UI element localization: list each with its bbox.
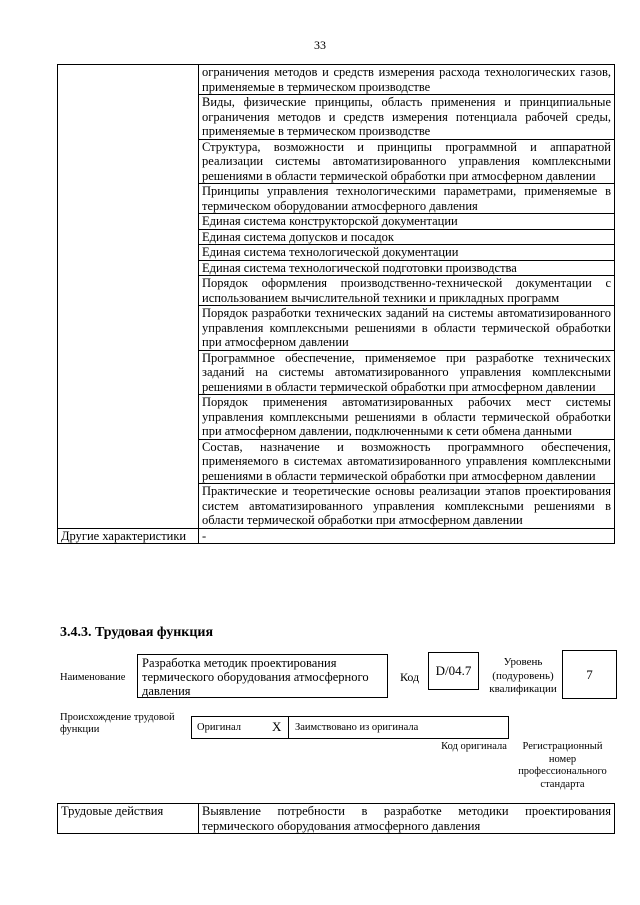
borrowed-cell: [288, 716, 509, 739]
function-name-field: Разработка методик проектирования термического оборудования атмосферного давления: [137, 654, 388, 698]
table-cell: Порядок оформления производственно-технической документации с использованием вычислительной техники и прикладных программ: [199, 276, 615, 306]
registration-caption: Регистрационный номер профессионального стандарта: [518, 741, 607, 790]
page-number: 33: [314, 38, 326, 52]
original-mark: X: [272, 719, 282, 734]
level-field: 7: [562, 650, 617, 699]
name-label: Наименование: [60, 672, 126, 683]
original-cell: [191, 716, 289, 739]
table-cell: Практические и теоретические основы реализации этапов проектирования систем автоматизированного управления комплексными решениями в области термической обработки при атмосферном давлении: [199, 484, 615, 529]
other-characteristics-label: Другие характеристики: [58, 528, 199, 544]
other-characteristics-value: -: [199, 528, 615, 544]
table-cell: Структура, возможности и принципы программной и аппаратной реализации системы автоматизированного управления комплексными решениями в области термической обработки при атмосферном давлении: [199, 139, 615, 184]
knowledge-table: [57, 64, 615, 544]
table-cell: ограничения методов и средств измерения расхода технологических газов, применяемые в термическом производстве: [199, 65, 615, 95]
level-label: Уровень (подуровень) квалификации: [489, 656, 557, 695]
table-cell: Единая система технологической подготовки производства: [199, 260, 615, 276]
registration-cell: [508, 716, 618, 739]
table-cell: Принципы управления технологическими параметрами, применяемые в термическом оборудовании атмосферного давления: [199, 184, 615, 214]
table-cell: Виды, физические принципы, область применения и принципиальные ограничения методов и средств измерения потенциала рабочей среды, применяемые в термическом производстве: [199, 95, 615, 140]
table-cell: Состав, назначение и возможность программного обеспечения, применяемого в системах автоматизированного управления комплексными решениями в области термической обработки при атмосферном давлении: [199, 439, 615, 484]
table-cell: Единая система допусков и посадок: [199, 229, 615, 245]
actions-label: Трудовые действия: [58, 804, 199, 834]
code-label: Код: [400, 670, 420, 684]
table-cell: Программное обеспечение, применяемое при разработке технических заданий на системы автоматизированного управления комплексными решениями в области термической обработки при атмосферном давлении: [199, 350, 615, 395]
actions-value: Выявление потребности в разработке методики проектирования термического оборудования атмосферного давления: [199, 804, 615, 834]
table-cell: Единая система конструкторской документации: [199, 214, 615, 230]
table-cell: Порядок разработки технических заданий на системы автоматизированного управления комплексными решениями в области термической обработки при атмосферном давлении: [199, 306, 615, 351]
code-original-caption: Код оригинала: [441, 741, 507, 752]
table-row-header-cell: [58, 65, 199, 529]
actions-table: [57, 803, 615, 834]
original-label: Оригинал: [197, 722, 241, 733]
origin-label: Происхождение трудовой функции: [60, 712, 175, 735]
borrowed-label: Заимствовано из оригинала: [295, 722, 419, 733]
table-cell: Единая система технологической документации: [199, 245, 615, 261]
function-code-field: D/04.7: [428, 652, 479, 690]
section-title: 3.4.3. Трудовая функция: [60, 625, 214, 640]
table-cell: Порядок применения автоматизированных рабочих мест системы управления комплексными решениями в области термической обработки при атмосферном давлении, подключенными к сети обмена данными: [199, 395, 615, 440]
